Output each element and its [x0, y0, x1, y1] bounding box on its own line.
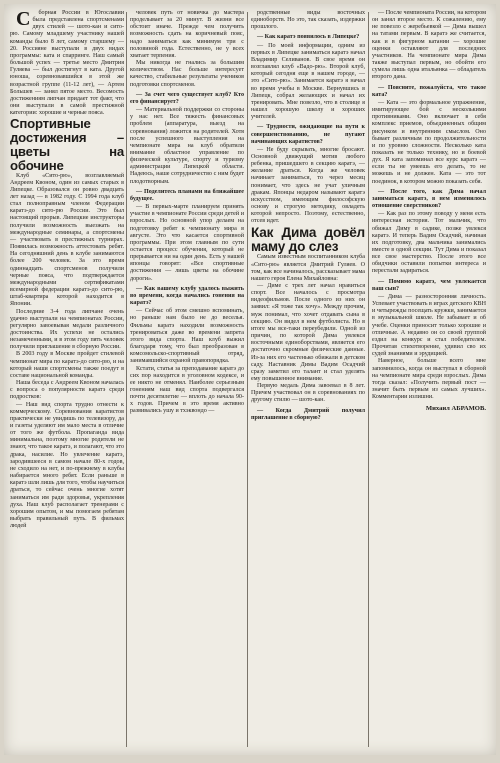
paragraph: — Ката — это формальное упражнение, имитирующее бой с несколькими противниками. Оно включает в себя комплекс приемов, объединенных общим рисунком и внутренним смыслом. Оно бывает различным по продолжительности и по уровню сложности. Несколько ката показать не только технику, но и боевой дух. Я ката запоминал все курс каратэ — если ты не умеешь его делать, то не можешь и не должен. Ката — это тот поединок, в котором можно показать себя. — [372, 99, 486, 185]
paragraph: — Сейчас об этом смешно вспоминать, но раньше нам было не до веселья. Фильмы каратэ находили возможность тренироваться даже во времени запрета этого вида спорта. Наш клуб выжил благодаря тому, что был преобразован в комсомольско-спортивный отряд, занимавшийся охраной правопорядка. — [130, 308, 244, 365]
column-1 — [10, 10, 124, 530]
paragraph: Наверное, больше всего мне запомнилось, когда он выступал в сборной на чемпионате мира среди взрослых. Дима тогда сказал: «Получить первый пост — значит быть первым из самых лучших». Комментарии излишни. — [372, 358, 486, 401]
drop-cap: С — [16, 8, 31, 30]
column-4 — [372, 10, 486, 412]
paragraph: Кстати, статья за преподавание каратэ до сих пор находится в уголовном кодексе, и ее никто не отменял. Наиболее серьезным гонениям наш вид спорта подвергался почти десятилетие — вплоть до начала 90-х годов. Причем в это время активно развивались ушу и тхэквондо — — [130, 365, 244, 415]
paragraph: Последние 3-4 года липчане очень удачно выступали на чемпионатах России, регулярно завоевывая медали различного достоинства. Их успехи не остались незамеченными, и в этом году пять человек получили приглашение в сборную России. — [10, 308, 124, 351]
paragraph: — В первых-марте планируем принять участие в чемпионате России среди детей и взрослых. Но основной упор делаем на подготовку ребят к чемпионату мира в августе. Это что касается спортивной программы. При этом главным по сути остается процесс обучения, который не прерывается ни на один день. Есть у нашей японцы говорят: «Все спортивные достижения — лишь цветы на обочине дороги». — [130, 204, 244, 282]
paragraph: человек путь от новичка до мастера проделывает за 20 минут. В жизни все обстоит иначе. Прежде чем получить возможность сдать на коричневый пояс, надо заниматься как минимум три с половиной года. Естественно, не у всех хватает терпения. — [130, 10, 244, 59]
paragraph: Клуб «Сито-рю», возглавляемый Андреем Квоном, один из самых старых в Липецке. Образовался он ровно двадцать лет назад — в 1982 году. С 1994 года клуб стал полноправным членом Федерации каратэ-до сито-рю России. Это был настоящий прорыв. Липецкие инструкторы получили возможность выезжать на международные семинары, а спортсмены — участвовать в престижных турнирах. Появилась возможность аттестовать ребят. На сегодняшний день в клубе занимаются более 200 человек. За это время одиннадцать спортсменов получили черные пояса, что подтверждается международными сертификатами всемирной федерации каратэ-до сито-рю, штаб-квартира которой находится в Японии. — [10, 172, 124, 308]
paragraph: — Как раз по этому поводу у меня есть интересная история. Тот мальчик, что обижал Диму в садике, позже увлекся каратэ. И теперь Вадим Осадчий, начиная их подготовку, два мальчика занимались вместе в одной секции. Тут Дима и показал все свое мастерство. После этого все обидчики оставили попытки интереса и перестали задираться. — [372, 211, 486, 275]
paragraph: Мы никогда не гнались за большим количеством. Нас больше интересует качество, стабильные результаты учеников подготовки спортсменов. — [130, 60, 244, 88]
newspaper-page — [4, 4, 496, 755]
lead-paragraph: С борная России в Югославии была представлена спортсменами двух стилей — шото-кан и сито-рю. Самому младшему участнику нашей команды было 8 лет, самому старшему — 20. Россияне выступали в двух видах программы: ката и спарринге. Наш самый большой успех — третье место Дмитрия Гуляева — был достигнут в ката. Другой юноша, соревновавшийся в этой же возрастной группе (11-12 лет), — Артем Большев — занял пятое место. Весомость достижениям липчан придает тот факт, что они выступали в самой престижной категории: хорошие и черные пояса. — [10, 8, 124, 117]
interview-question: — Поясните, пожалуйста, что такое ката? — [372, 84, 486, 98]
author-signature: Михаил АБРАМОВ. — [425, 405, 486, 413]
interview-question: — Трудности, ожидающие на пути к совершенствованию, не пугают начинающих каратистов? — [251, 124, 365, 145]
paragraph: — Диме с трех лет начал нравиться спорт. Все началось с просмотра видеофильмов. После одного из них он заявил: «Я тоже так хочу». Между прочим, муж понимал, что хочет отдавать сына в секцию. Он видел в нем футболиста. Но в итоге мы все-таки переубедили. Одной из причин, по которой Дима увлекся восточными единоборствами, является его достаточно скромные физические данные. Из-за них его частенько обижали в детском саду. Наставник Димы Вадим Осадчий сразу заметил его талант и стал уделять ему повышенное внимание. — [251, 282, 365, 382]
paragraph: Наша беседа с Андреем Квоном началась с вопроса о популярности каратэ среди подростков: — [10, 380, 124, 401]
column-rule — [247, 12, 248, 747]
interview-question: — Поделитесь планами на ближайшее будущее. — [130, 188, 244, 202]
interview-question: — Как вашему клубу удалось выжить во времени, когда начались гонения на каратэ? — [130, 285, 244, 307]
interview-question: — Помимо каратэ, чем увлекается ваш сын? — [372, 278, 486, 292]
paragraph: В 2003 году в Москве пройдет стилевой чемпионат мира по каратэ-до сито-рю, и на который наши спортсмены также поедут в составе национальной команды. — [10, 351, 124, 379]
headline-sport-achievements: Спортивные достижения – цветы на обочине — [10, 116, 124, 173]
paragraph: родственные виды восточных единоборств. Но это, так сказать, издержки прошлого. — [251, 10, 365, 31]
column-rule — [126, 12, 127, 747]
interview-question: — За счет чего существует клуб? Кто его финансирует? — [130, 91, 244, 105]
interview-question: — Когда Дмитрий получил приглашение в сборную? — [251, 407, 365, 421]
column-rule — [368, 12, 369, 747]
paragraph: — По моей информации, одним из первых в Липецке заниматься каратэ начал Владимир Селиванов. В свое время он возглавлял клуб «Вадо-рю». Второй клуб, который сегодня еще в нашем городе, — это «Сито-рю». Занимается каратэ я начал во время учебы в Москве. Вернувшись в Липецк, собрал желающих и начал их тренировать. Мне повезло, что в столице я нашел хорошую школу и хороших учителей. — [251, 42, 365, 121]
paragraph: — После чемпионата России, на котором он занял второе место. К сожалению, ему не повезло с жеребьевкой — Дима вышел на татами первым. В каратэ же считается, как и в фигурном катании — хорошие оценки оставляют для последних участников. На чемпионате мира Дима также выступал первым, но обойти его сумела лишь одна итальянка — обладатель второго дана. — [372, 10, 486, 81]
column-2 — [130, 10, 244, 416]
paragraph: — Дима — разносторонняя личность. Успевает участвовать в играх детского КВН и четырежды посещать кружки, занимается в музыкальной школе. Не забывает и об учебе. Оценки приносит только хорошие и отличные. А недавно он со своей группой ездил на конкурс и стал победителем. Прочитав стихотворение, удивил сво их судей знаниями и эрудицией. — [372, 293, 486, 358]
paragraph: — Не буду скрывать, многие бросают. Основной движущий мотив любого ребенка, пришедшего в секцию каратэ, — желание драться. Когда же человек начинает заниматься, то через месяц понимает, что здесь не учат уличным дракам. Японцы недаром называют каратэ искусством, имеющим философскую основу и строгую методику, овладеть которой непросто. Поэтому, естественно, отсев идет. — [251, 146, 365, 225]
paragraph: Первую медаль Дима завоевал в 8 лет. Причем участвовал он в соревнованиях по другому стилю — шото-кан. — [251, 383, 365, 404]
paragraph: — Материальной поддержки со стороны у нас нет. Все тяжесть финансовых проблем (аппаратура, выезд на соревнования) ложится на родителей. Хотя после успешного выступления на чемпионате мира на клуб обратили внимание областное управление по физической культуре, спорту и туризму администрации Липецкой области. Надеюсь, наше сотрудничество с ним будет плодотворным. — [130, 107, 244, 185]
paragraph: — Наш вид спорта трудно отнести к коммерческому. Соревнования каратистов практически не увидишь по телевизору, да и газеты уделяют им мало места в отличие от того же футбола. Пропаганда вида минимальна, поэтому многие родители не знают, что такое каратэ, и полагают, что это драка, насилие. Но увлечение каратэ, зародившееся в самом начале 80-х годов, не сходило на нет, и по-прежнему в клубы набирается много ребят. Если раньше в каратэ шли лишь для того, чтобы научиться драться, то сейчас очень многие хотят заниматься им ради здоровья, укрепления духа. Наш клуб располагает тренерами с хорошим опытом, и мы помогаем ребятам выбрать правильный путь. В фильмах людей — [10, 401, 124, 530]
paragraph: Самым известным воспитанником клуба «Сито-рю» является Дмитрий Гуляев. О том, как все начиналось, рассказывает мама нашего героя Елена Михайловна: — [251, 254, 365, 282]
headline-dima: Как Дима довёл маму до слез — [251, 224, 365, 254]
interview-question: — Как каратэ появилось в Липецке? — [257, 34, 360, 41]
column-3 — [251, 10, 365, 423]
interview-question: — После того, как Дима начал заниматься каратэ, в нем изменилось отношение сверстников? — [372, 188, 486, 210]
